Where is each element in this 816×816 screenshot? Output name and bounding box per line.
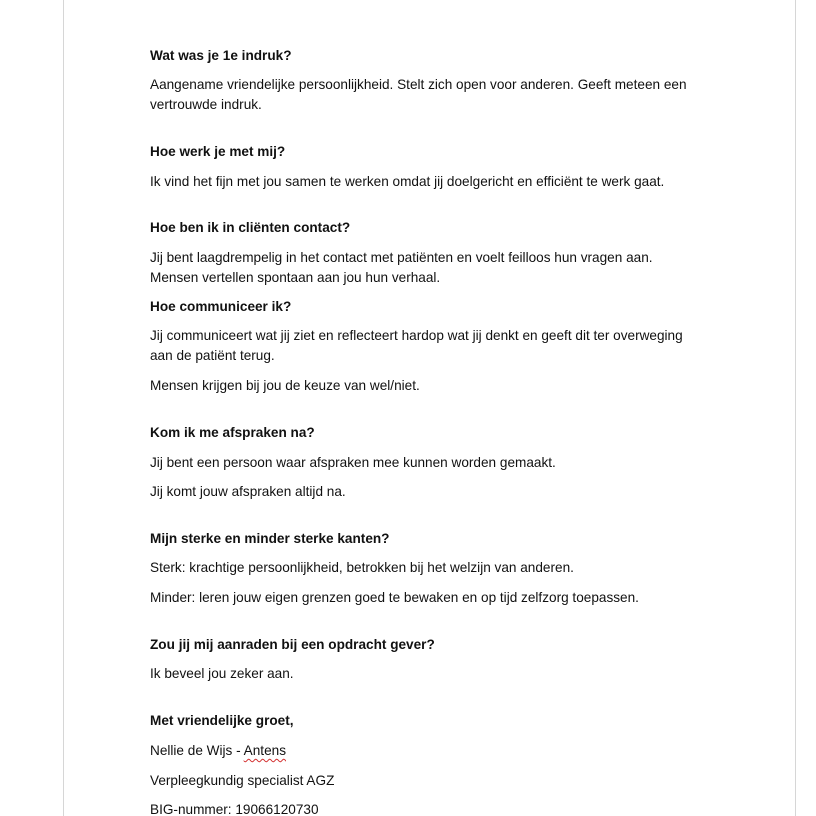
answer-line: Aangename vriendelijke persoonlijkheid. Stelt zich open voor anderen. Geeft meteen een bbox=[150, 77, 687, 92]
signatory-name-last: Antens bbox=[243, 743, 286, 758]
answer-line: Jij komt jouw afspraken altijd na. bbox=[150, 484, 346, 499]
page-right-edge bbox=[795, 0, 796, 816]
answer-line: vertrouwde indruk. bbox=[150, 97, 262, 112]
signatory-role: Verpleegkundig specialist AGZ bbox=[150, 773, 335, 788]
question-agreements: Kom ik me afspraken na? bbox=[150, 425, 315, 440]
answer-line: Mensen krijgen bij jou de keuze van wel/niet. bbox=[150, 378, 420, 393]
answer-line: Ik vind het fijn met jou samen te werken omdat jij doelgericht en efficiënt te werk gaat. bbox=[150, 174, 665, 189]
big-number: BIG-nummer: 19066120730 bbox=[150, 802, 319, 816]
question-client-contact: Hoe ben ik in cliënten contact? bbox=[150, 220, 351, 235]
answer-line: Minder: leren jouw eigen grenzen goed te bewaken en op tijd zelfzorg toepassen. bbox=[150, 590, 639, 605]
answer-line: Ik beveel jou zeker aan. bbox=[150, 666, 294, 681]
answer-line: Jij communiceert wat jij ziet en reflecteert hardop wat jij denkt en geeft dit ter overweging bbox=[150, 328, 683, 343]
signatory-name-first: Nellie de Wijs - bbox=[150, 743, 244, 758]
answer-line: Sterk: krachtige persoonlijkheid, betrokken bij het welzijn van anderen. bbox=[150, 560, 574, 575]
question-first-impression: Wat was je 1e indruk? bbox=[150, 48, 292, 63]
closing-greeting: Met vriendelijke groet, bbox=[150, 713, 294, 728]
question-recommendation: Zou jij mij aanraden bij een opdracht gever? bbox=[150, 637, 435, 652]
answer-line: aan de patiënt terug. bbox=[150, 348, 275, 363]
answer-line: Mensen vertellen spontaan aan jou hun verhaal. bbox=[150, 270, 441, 285]
answer-line: Jij bent laagdrempelig in het contact met patiënten en voelt feilloos hun vragen aan. bbox=[150, 250, 653, 265]
answer-line: Jij bent een persoon waar afspraken mee kunnen worden gemaakt. bbox=[150, 455, 556, 470]
page-left-edge bbox=[63, 0, 64, 816]
question-strengths-weaknesses: Mijn sterke en minder sterke kanten? bbox=[150, 531, 390, 546]
question-working-together: Hoe werk je met mij? bbox=[150, 144, 286, 159]
signatory-name bbox=[150, 741, 286, 761]
question-communication: Hoe communiceer ik? bbox=[150, 299, 292, 314]
